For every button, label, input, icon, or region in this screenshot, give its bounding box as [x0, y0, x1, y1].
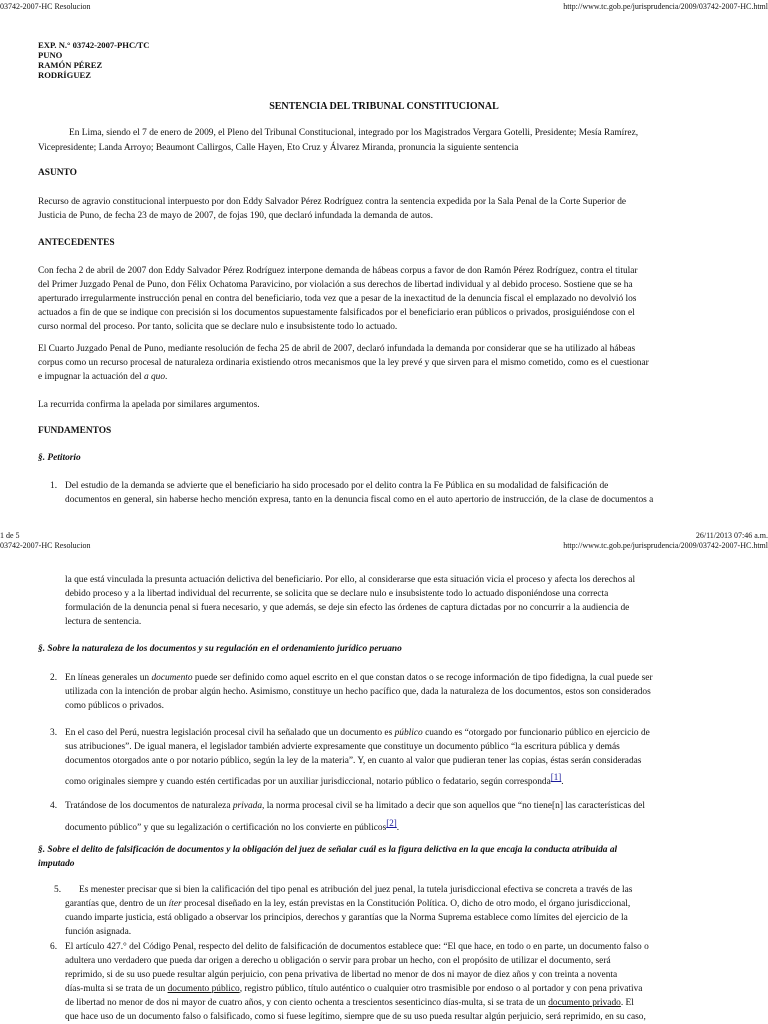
item-3-line-3: documentos otorgados ante o por notario público, según la ley de la materia”. Y, en cuanto al valor que pudieran tener las copias, éstas serán consideradas	[65, 756, 642, 766]
item-4-text-2: documento público” y que su legalización o certificación no los convierte en públicos	[65, 823, 387, 833]
item-3-text-a: En el caso del Perú, nuestra legislación procesal civil ha señalado que un documento es	[65, 728, 395, 738]
item-3-end: .	[561, 777, 564, 787]
item-6-line-1: El artículo 427.° del Código Penal, respecto del delito de falsificación de documentos establece que: “El que hace, en todo o en parte, un documento falso o	[65, 942, 649, 952]
footnote-link-1[interactable]: [1]	[550, 772, 562, 782]
page-header-url[interactable]: http://www.tc.gob.pe/jurisprudencia/2009/03742-2007-HC.html	[563, 2, 768, 11]
item-1-line-2: documentos en general, sin haberse hecho mención expresa, tanto en la denuncia fiscal como en el auto apertorio de instrucción, de la clase de documentos a	[65, 495, 654, 505]
antecedentes-heading: ANTECEDENTES	[38, 238, 115, 248]
asunto-line-1: Recurso de agravio constitucional interpuesto por don Eddy Salvador Pérez Rodríguez contra la sentencia expedida por la Sala Penal de la Corte Superior de	[38, 197, 627, 207]
item-5-text-b: procesal diseñado en la ley, están previstas en la Constitución Política. O, dicho de otro modo, el órgano jurisdiccional,	[181, 899, 631, 909]
item-1-cont-line-1: la que está vinculada la presunta actuación delictiva del beneficiario. Por ello, al considerarse que esta situación vicia el proceso y afecta los derechos al	[65, 575, 636, 585]
document-title: SENTENCIA DEL TRIBUNAL CONSTITUCIONAL	[269, 101, 499, 112]
item-6-number: 6.	[50, 942, 58, 952]
item-5-text-a: garantías que, dentro de un	[65, 899, 169, 909]
intro-line-1: En Lima, siendo el 7 de enero de 2009, el Pleno del Tribunal Constitucional, integrado por los Magistrados Vergara Gotelli, Presidente; Mesía Ramírez,	[69, 128, 639, 138]
footnote-link-2[interactable]: [2]	[386, 818, 397, 828]
antecedentes-1-line-1: Con fecha 2 de abril de 2007 don Eddy Salvador Pérez Rodríguez interpone demanda de hábeas corpus a favor de don Ramón Pérez Rodríguez, contra el titular	[38, 266, 638, 276]
naturaleza-heading: §. Sobre la naturaleza de los documentos y su regulación en el ordenamiento jurídico peruano	[38, 644, 402, 654]
item-4-number: 4.	[50, 801, 58, 811]
item-1-line-1: Del estudio de la demanda se advierte que el beneficiario ha sido procesado por el delito contra la Fe Pública en su modalidad de falsificación de	[65, 481, 609, 491]
item-2-text-b: puede ser definido como aquel escrito en el que constan datos o se recoge información de tipo fidedigna, la cual puede ser	[192, 673, 653, 683]
case-header	[38, 40, 150, 80]
case-location: PUNO	[38, 50, 63, 60]
item-2-line-3: como públicos o privados.	[65, 701, 164, 711]
intro-line-2: Vicepresidente; Landa Arroyo; Beaumont Callirgos, Calle Hayen, Eto Cruz y Álvarez Miranda, pronuncia la siguiente sentencia	[38, 143, 519, 153]
antecedentes-2-text: e impugnar la actuación del	[38, 372, 144, 382]
item-6-line-4	[65, 982, 642, 996]
item-6-line-2: adultera uno verdadero que pueda dar origen a derecho u obligación o servir para probar un hecho, con el propósito de utilizar el documento, será	[65, 956, 611, 966]
antecedentes-2-end: .	[165, 372, 168, 382]
iter-italic: íter	[168, 899, 182, 909]
antecedentes-3: La recurrida confirma la apelada por similares argumentos.	[38, 400, 260, 410]
item-1-cont-line-2: debido proceso y a la libertad individual del recurrente, se solicita que se declare nulo e insubsistente todo lo actuado disponiéndose una correcta	[65, 589, 609, 599]
antecedentes-1-line-3: aperturado irregularmente instrucción penal en contra del beneficiario, toda vez que a pesar de la inexactitud de la denuncia fiscal el emplazado no devolvió los	[38, 294, 637, 304]
fundamentos-heading: FUNDAMENTOS	[38, 426, 112, 436]
page-header-title-2: 03742-2007-HC Resolucion	[0, 541, 91, 550]
petitorio-heading: §. Petitorio	[38, 453, 81, 463]
item-4-text-b: la norma procesal civil se ha limitado a decir que son aquellos que “no tiene[n] las características del	[264, 801, 645, 811]
page-header-title: 03742-2007-HC Resolucion	[0, 2, 91, 11]
page-header-url-2[interactable]: http://www.tc.gob.pe/jurisprudencia/2009/03742-2007-HC.html	[563, 541, 768, 550]
item-1-cont-line-4: lectura de sentencia.	[65, 617, 142, 627]
item-3-line-2: sus atribuciones”. De igual manera, el legislador también advierte expresamente que constituye un documento público “la escritura pública y demás	[65, 742, 620, 752]
item-5-line-3: cuando imparte justicia, está obligado a observar los principios, derechos y garantías que la Norma Suprema establece como límites del ejercicio de la	[65, 913, 628, 923]
antecedentes-2-line-1: El Cuarto Juzgado Penal de Puno, mediante resolución de fecha 25 de abril de 2007, declaró infundada la demanda por considerar que se ha utilizado al hábeas	[38, 344, 636, 354]
antecedentes-2-line-3	[38, 370, 167, 384]
case-party-cont: RODRÍGUEZ	[38, 70, 92, 80]
documento-privado-underlined: documento privado	[548, 998, 621, 1008]
asunto-heading: ASUNTO	[38, 168, 77, 178]
item-6-text-4b: , registro público, título auténtico o cualquier otro trasmisible por endoso o al portador y con pena privativa	[239, 984, 643, 994]
delito-heading-line-2: imputado	[38, 859, 75, 869]
publico-italic: público	[394, 728, 423, 738]
item-2-text-a: En líneas generales un	[65, 673, 152, 683]
page-count: 1 de 5	[0, 531, 20, 540]
item-3-text-4: como originales siempre y cuando estén certificadas por un auxiliar jurisdiccional, notario público o fedatario, según corresponda	[65, 777, 551, 787]
item-5-line-2	[65, 897, 630, 911]
item-6-line-5	[65, 996, 634, 1010]
item-2-number: 2.	[50, 673, 58, 683]
asunto-line-2: Justicia de Puno, de fecha 23 de mayo de 2007, de fojas 190, que declaró infundada la demanda de autos.	[38, 211, 433, 221]
a-quo-italic: a quo	[143, 372, 166, 382]
item-5-line-1: Es menester precisar que si bien la calificación del tipo penal es atribución del juez penal, la tutela jurisdiccional efectiva se concreta a través de las	[79, 885, 633, 895]
antecedentes-1-line-5: curso normal del proceso. Por tanto, solicita que se declare nulo e insubsistente todo lo actuado.	[38, 322, 398, 332]
item-6-text-4a: días-multa si se trata de un	[65, 984, 168, 994]
item-6-text-5a: de libertad no menor de dos ni mayor de cuatro años, y con ciento ochenta a trescientos sesenticinco días-multa, si se trata de un	[65, 998, 549, 1008]
case-party: RAMÓN PÉREZ	[38, 60, 103, 70]
item-4-line-1	[65, 799, 645, 813]
item-3-line-4	[65, 770, 564, 789]
antecedentes-2-line-2: corpus como un recurso procesal de naturaleza ordinaria existiendo otros mecanismos que la ley prevé y que sirven para el mismo cometido, como es el cuestionar	[38, 358, 649, 368]
documento-publico-underlined: documento público	[167, 984, 240, 994]
item-3-number: 3.	[50, 728, 58, 738]
item-6-text-5b: . El	[620, 998, 634, 1008]
documento-italic: documento	[151, 673, 193, 683]
antecedentes-1-line-2: del Primer Juzgado Penal de Puno, don Félix Ochatoma Paravicino, por violación a sus derechos de libertad individual y al debido proceso. Sostiene que se ha	[38, 280, 633, 290]
antecedentes-1-line-4: actuados a fin de que se indique con precisión si los documentos supuestamente falsificados por el beneficiario eran públicos o privados, prosiguiéndose con el	[38, 308, 635, 318]
item-4-end: .	[396, 823, 400, 833]
item-6-line-6: que hace uso de un documento falso o falsificado, como si fuese legítimo, siempre que de su uso pueda resultar algún perjuicio, será reprimido, en su caso,	[65, 1012, 646, 1022]
print-timestamp: 26/11/2013 07:46 a.m.	[695, 531, 768, 540]
item-5-line-4: función asignada.	[65, 927, 132, 937]
item-3-text-b: cuando es “otorgado por funcionario público en ejercicio de	[422, 728, 650, 738]
item-2-line-2: utilizada con la intención de probar algún hecho. Asimismo, constituye un hecho pacífico que, dada la naturaleza de los documentos, estos son considerados	[65, 687, 651, 697]
item-5-number: 5.	[54, 885, 62, 895]
item-6-line-3: reprimido, si de su uso puede resultar algún perjuicio, con pena privativa de libertad no menor de dos ni mayor de diez años y con treinta a noventa	[65, 970, 618, 980]
case-number: EXP. N.° 03742-2007-PHC/TC	[38, 40, 150, 50]
item-1-cont-line-3: formulación de la denuncia penal si fuera necesario, y que además, se deje sin efecto las órdenes de captura dictadas por no concurrir a la audiencia de	[65, 603, 630, 613]
item-4-line-2	[65, 816, 399, 835]
item-3-line-1	[65, 726, 650, 740]
item-4-text-a: Tratándose de los documentos de naturaleza	[65, 801, 233, 811]
privada-italic: privada,	[232, 801, 265, 811]
delito-heading-line-1: §. Sobre el delito de falsificación de documentos y la obligación del juez de señalar cuál es la figura delictiva en la que encaja la conducta atribuida al	[38, 845, 618, 855]
item-1-number: 1.	[50, 481, 58, 491]
item-2-line-1	[65, 671, 653, 685]
